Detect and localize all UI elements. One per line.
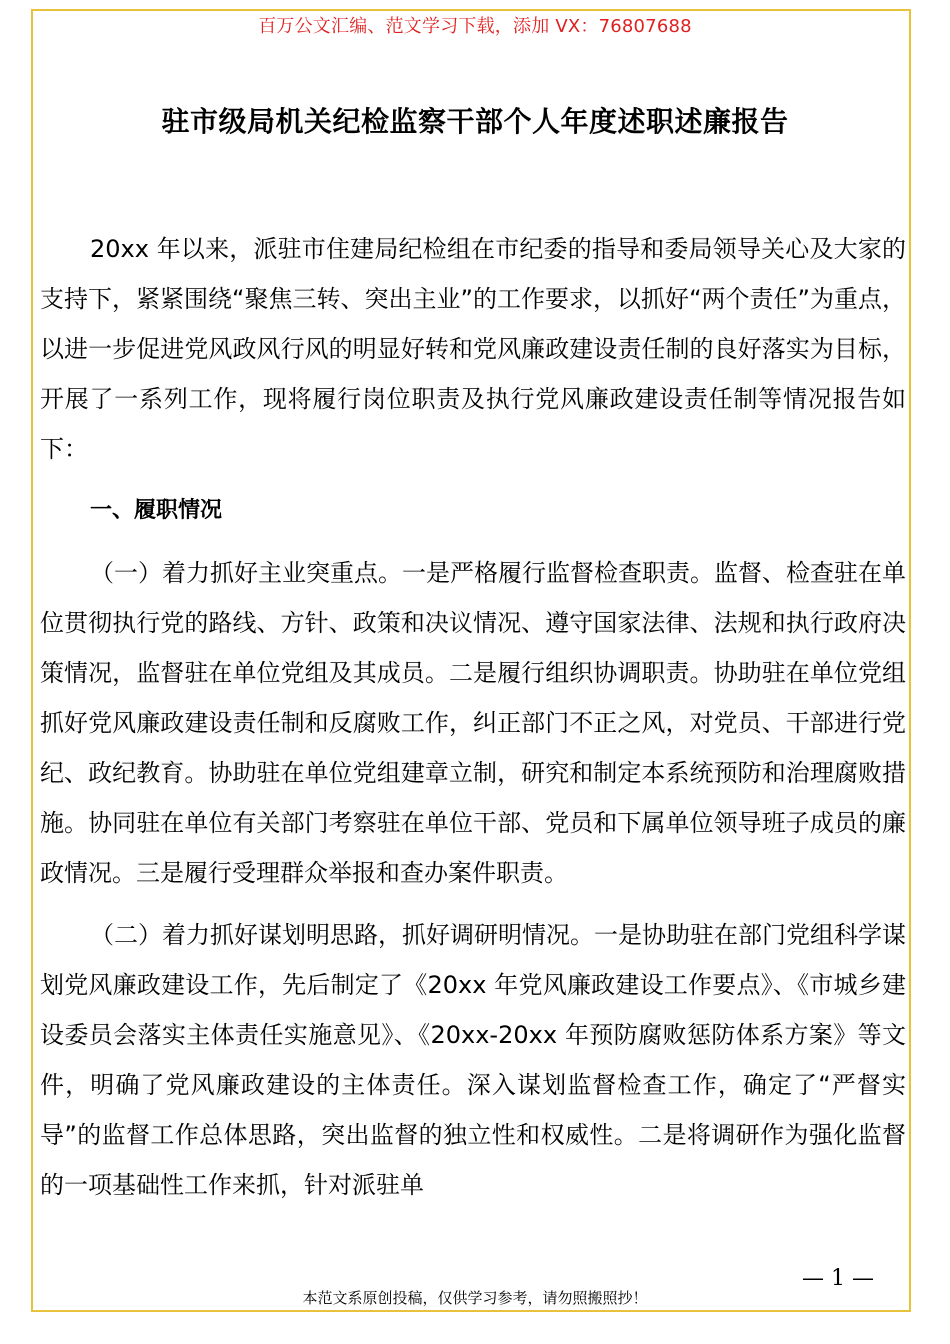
header-banner: 百万公文汇编、范文学习下载，添加 VX：76807688	[258, 16, 692, 37]
section-heading: 一、履职情况	[90, 498, 223, 523]
document-title: 驻市级局机关纪检监察干部个人年度述职述廉报告	[161, 105, 789, 138]
document-body	[40, 224, 906, 1222]
page-number: — 1 —	[802, 1266, 874, 1291]
intro-paragraph: 20xx 年以来，派驻市住建局纪检组在市纪委的指导和委局领导关心及大家的支持下，紧紧围绕“聚焦三转、突出主业”的工作要求，以抓好“两个责任”为重点，以进一步促进党风政风行风的明显好转和党风廉政建设责任制的良好落实为目标，开展了一系列工作，现将履行岗位职责及执行党风廉政建设责任制等情况报告如下：	[40, 235, 906, 463]
section-paragraph-2: （二）着力抓好谋划明思路，抓好调研明情况。一是协助驻在部门党组科学谋划党风廉政建设工作，先后制定了《20xx 年党风廉政建设工作要点》、《市城乡建设委员会落实主体责任实施意见》、《20xx-20xx 年预防腐败惩防体系方案》等文件，明确了党风廉政建设的主体责任。深入谋划监督检查工作，确定了“严督实导”的监督工作总体思路，突出监督的独立性和权威性。二是将调研作为强化监督的一项基础性工作来抓，针对派驻单	[40, 921, 906, 1199]
footer-note: 本范文系原创投稿，仅供学习参考，请勿照搬照抄！	[302, 1289, 648, 1307]
section-paragraph-1: （一）着力抓好主业突重点。一是严格履行监督检查职责。监督、检查驻在单位贯彻执行党的路线、方针、政策和决议情况、遵守国家法律、法规和执行政府决策情况，监督驻在单位党组及其成员。二是履行组织协调职责。协助驻在单位党组抓好党风廉政建设责任制和反腐败工作，纠正部门不正之风，对党员、干部进行党纪、政纪教育。协助驻在单位党组建章立制，研究和制定本系统预防和治理腐败措施。协同驻在单位有关部门考察驻在单位干部、党员和下属单位领导班子成员的廉政情况。三是履行受理群众举报和查办案件职责。	[40, 559, 906, 887]
